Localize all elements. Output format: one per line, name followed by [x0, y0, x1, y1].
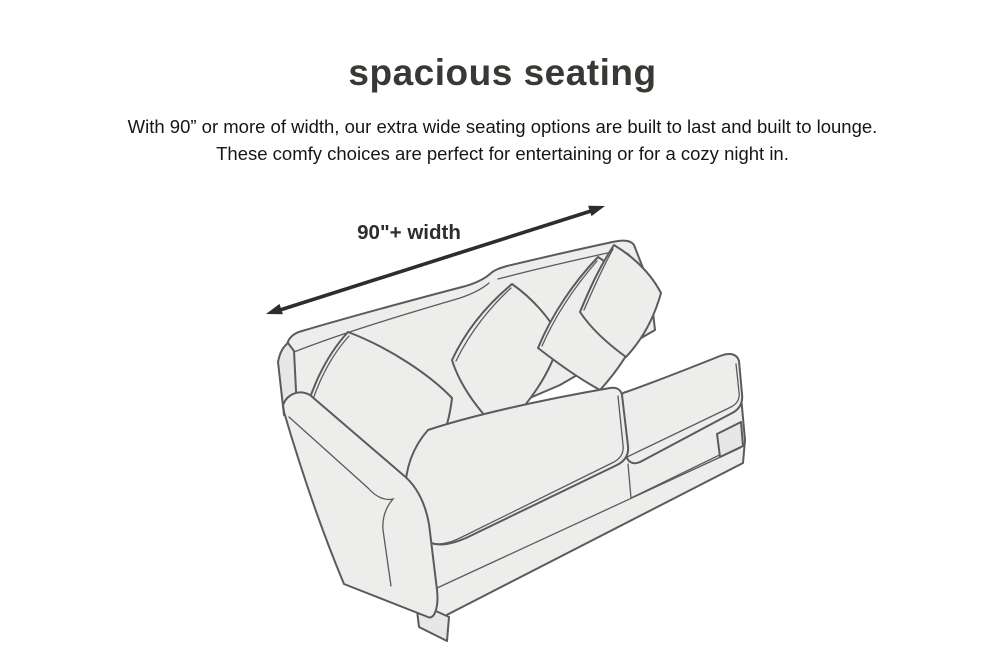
page-title: spacious seating	[348, 52, 657, 93]
description-line-2: These comfy choices are perfect for entertaining or for a cozy night in.	[216, 143, 789, 164]
sofa	[278, 241, 745, 641]
dimension-label: 90"+ width	[357, 221, 461, 244]
arrowhead-right-icon	[588, 206, 605, 216]
description-line-1: With 90” or more of width, our extra wide seating options are built to last and built to lounge.	[127, 116, 878, 137]
arrowhead-left-icon	[266, 304, 283, 314]
